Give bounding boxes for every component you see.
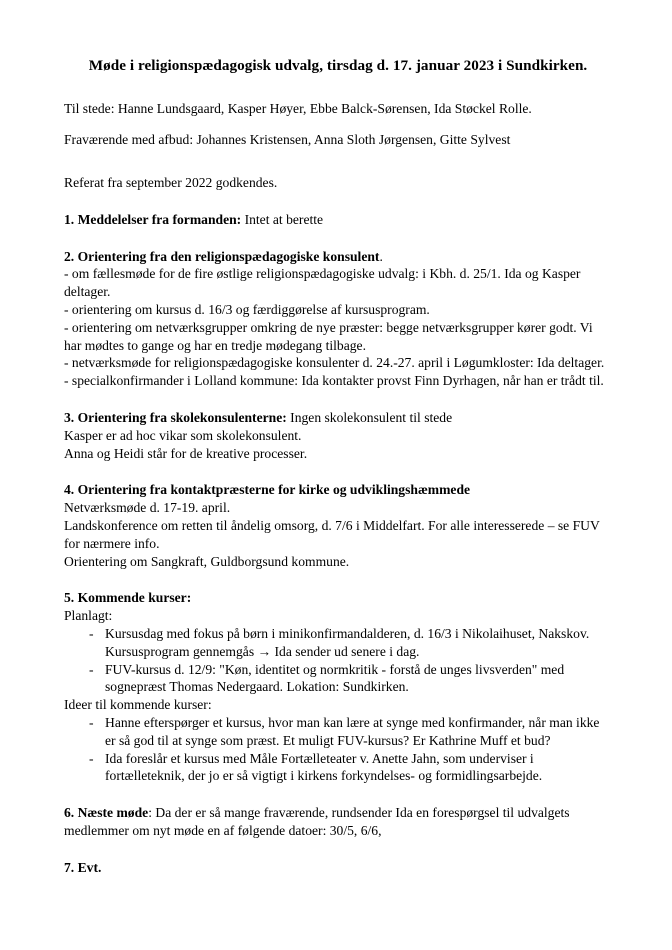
page-title: Møde i religionspædagogisk udvalg, tirsdag d. 17. januar 2023 i Sundkirken. (88, 57, 588, 74)
list-item (64, 714, 612, 750)
section-2-heading-suffix: . (379, 248, 383, 264)
section-6-heading: 6. Næste møde (64, 805, 149, 821)
list-item-text: Hanne efterspørger et kursus, hvor man kan lære at synge med konfirmander, når man ikke er så god til at synge som præst. Et muligt FUV-kursus? Er Kathrine Muff et bud? (105, 714, 600, 748)
section-6-body: : Da der er så mange fraværende, rundsender Ida en forespørgsel til udvalgets medlemmer om nyt møde en af følgende datoer: 30/5, 6/6, (64, 805, 570, 838)
list-item (64, 750, 612, 786)
planned-courses-list (64, 625, 612, 696)
section-3-body: Ingen skolekonsulent til stede (286, 410, 453, 426)
section-7-heading: 7. Evt. (64, 859, 102, 875)
section-1-heading-line (64, 211, 612, 229)
spacer (64, 785, 612, 804)
section-2 (64, 248, 612, 390)
spacer (64, 192, 612, 211)
list-item (64, 625, 612, 661)
section-6-heading-line (64, 804, 612, 840)
bullet-dash-icon: - (89, 625, 94, 641)
attendees-line: Til stede: Hanne Lundsgaard, Kasper Høyer, Ebbe Balck-Sørensen, Ida Støckel Rolle. (64, 101, 532, 117)
spacer (64, 570, 612, 589)
section-7-heading-line (64, 859, 612, 877)
spacer (64, 840, 612, 859)
section-5-heading-line (64, 589, 612, 607)
bullet-dash-icon: - (89, 750, 94, 766)
section-2-line: - specialkonfirmander i Lolland kommune: Ida kontakter provst Finn Dyrhagen, når han er trådt til. (64, 373, 604, 389)
section-5-ideas-label: Ideer til kommende kurser: (64, 697, 212, 713)
spacer (64, 390, 612, 409)
list-item-text: FUV-kursus d. 12/9: "Køn, identitet og normkritik - forstå de unges livsverden" med sognepræst Thomas Nedergaard. Lokation: Sundkirken. (105, 661, 565, 695)
course-ideas-list (64, 714, 612, 785)
spacer (64, 462, 612, 481)
section-4 (64, 481, 612, 570)
section-7 (64, 859, 612, 877)
section-4-heading: 4. Orientering fra kontaktpræsterne for kirke og udviklingshæmmede (64, 482, 471, 498)
section-1-heading: 1. Meddelelser fra formanden: (64, 211, 242, 227)
approval-line: Referat fra september 2022 godkendes. (64, 175, 278, 191)
section-3-line: Kasper er ad hoc vikar som skolekonsulent. (64, 427, 302, 443)
section-6 (64, 804, 612, 840)
spacer (64, 149, 612, 174)
section-3 (64, 409, 612, 462)
list-item-text: Ida foreslår et kursus med Måle Fortælleteater v. Anette Jahn, som underviser i fortælleteknik, der jo er så vigtigt i kirkens forkyndelses- og formidlingsarbejde. (105, 750, 543, 784)
section-5-heading: 5. Kommende kurser: (64, 590, 192, 606)
list-item (64, 661, 612, 697)
section-4-line: Landskonference om retten til åndelig omsorg, d. 7/6 i Middelfart. For alle interesserede – se FUV for nærmere info. (64, 518, 600, 551)
section-4-line: Netværksmøde d. 17-19. april. (64, 500, 231, 516)
section-4-heading-line (64, 481, 612, 499)
section-5 (64, 589, 612, 785)
section-2-line: - om fællesmøde for de fire østlige religionspædagogiske udvalg: i Kbh. d. 25/1. Ida og Kasper deltager. (64, 266, 581, 300)
spacer (64, 118, 612, 131)
spacer (64, 229, 612, 248)
list-item-text: Kursusdag med fokus på børn i minikonfirmandalderen, d. 16/3 i Nikolaihuset, Nakskov. Kursusprogram gennemgås → Ida sender ud senere i dag. (105, 625, 590, 659)
section-1 (64, 211, 612, 229)
section-3-line: Anna og Heidi står for de kreative processer. (64, 445, 308, 461)
section-2-line: - netværksmøde for religionspædagogiske konsulenter d. 24.-27. april i Løgumkloster: Ida deltager. (64, 355, 605, 371)
section-3-heading: 3. Orientering fra skolekonsulenterne: (64, 410, 287, 426)
section-4-line: Orientering om Sangkraft, Guldborgsund kommune. (64, 553, 350, 569)
section-2-heading-line (64, 248, 612, 266)
spacer (64, 75, 612, 100)
section-1-body: Intet at berette (241, 211, 324, 227)
bullet-dash-icon: - (89, 661, 94, 677)
section-2-heading: 2. Orientering fra den religionspædagogiske konsulent (64, 248, 380, 264)
absent-line: Fraværende med afbud: Johannes Kristensen, Anna Sloth Jørgensen, Gitte Sylvest (64, 132, 511, 148)
bullet-dash-icon: - (89, 714, 94, 730)
section-5-planned-label: Planlagt: (64, 608, 113, 624)
section-3-heading-line (64, 409, 612, 427)
section-2-line: - orientering om kursus d. 16/3 og færdiggørelse af kursusprogram. (64, 302, 430, 318)
section-2-line: - orientering om netværksgrupper omkring de nye præster: begge netværksgrupper kører godt. Vi har mødtes to gange og har en tredje mødegang tilbage. (64, 319, 593, 353)
